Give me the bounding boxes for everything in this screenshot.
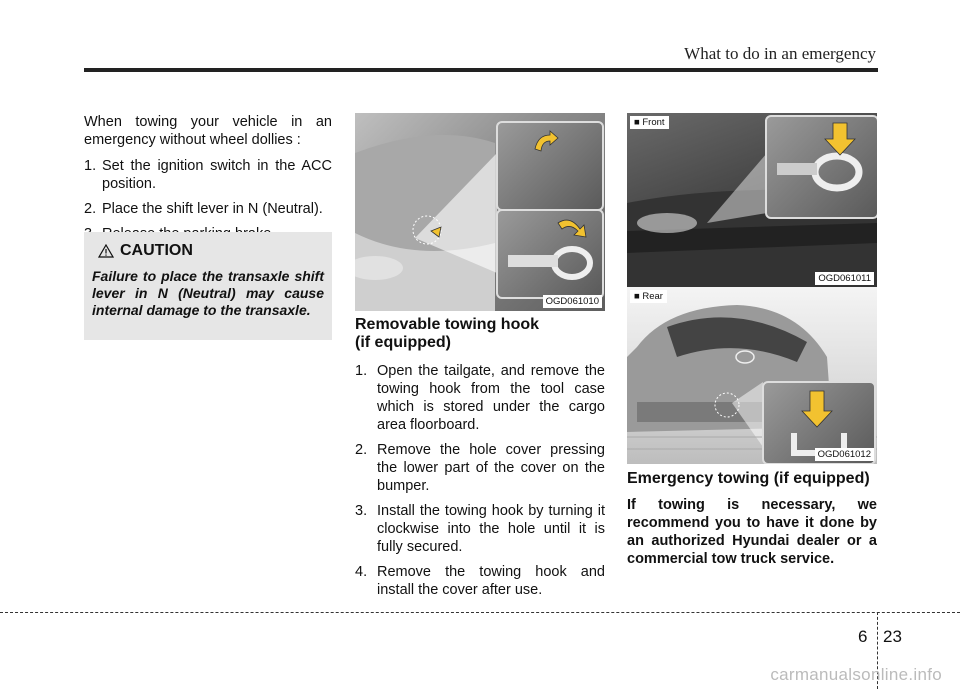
step-number: 1.	[355, 363, 368, 379]
image-code: OGD061012	[815, 448, 874, 461]
hook-step	[355, 563, 605, 599]
step-text: Place the shift lever in N (Neutral).	[102, 201, 323, 217]
step-number: 2.	[84, 201, 97, 217]
rear-tag: ■ Rear	[630, 290, 667, 303]
front-hook-icon	[767, 117, 877, 217]
turn-arrow-icon	[530, 129, 560, 159]
hook-section-title	[355, 316, 605, 352]
section-title: What to do in an emergency	[684, 44, 876, 63]
hook-title-line: Removable towing hook	[355, 316, 540, 333]
towing-hook-section	[355, 316, 605, 606]
warning-triangle-icon	[98, 244, 114, 258]
hook-step	[355, 362, 605, 434]
front-hook-inset	[765, 115, 877, 219]
watermark: carmanualsonline.info	[770, 665, 942, 684]
towing-step	[84, 200, 332, 218]
step-text: Install the towing hook by turning it clockwise into the hole until it is fully secured.	[377, 503, 605, 555]
towing-hook-illustration	[355, 113, 605, 311]
hook-title-line: (if equipped)	[355, 334, 451, 351]
step-number: 2.	[355, 442, 368, 458]
towing-step	[84, 157, 332, 193]
image-code: OGD061011	[815, 272, 874, 285]
towing-intro: When towing your vehicle in an emergency without wheel dollies :	[84, 114, 332, 148]
image-code: OGD061010	[543, 295, 602, 308]
caution-box	[84, 232, 332, 340]
step-number: 3.	[355, 503, 368, 519]
step-text: Remove the hole cover pressing the lower part of the cover on the bumper.	[377, 442, 605, 494]
tow-hook-icon	[498, 211, 602, 297]
hook-step	[355, 502, 605, 556]
step-number: 4.	[355, 564, 368, 580]
step-text: Open the tailgate, and remove the towing hook from the tool case which is stored under the cargo area floorboard.	[377, 363, 605, 433]
step-text: Remove the towing hook and install the cover after use.	[377, 564, 605, 598]
emergency-towing-section	[627, 470, 877, 568]
caution-text: Failure to place the transaxle shift lever in N (Neutral) may cause internal damage to the transaxle.	[92, 268, 324, 318]
footer-rule	[0, 612, 960, 613]
front-tag: ■ Front	[630, 116, 669, 129]
hook-inset-bottom	[496, 209, 604, 299]
caution-title: CAUTION	[120, 242, 193, 259]
front-towing-illustration	[627, 113, 877, 288]
page-number: 23	[883, 627, 902, 646]
towing-instructions	[84, 113, 332, 250]
header-rule	[84, 68, 878, 72]
step-number: 1.	[84, 158, 97, 174]
emergency-text: If towing is necessary, we recommend you to have it done by an authorized Hyundai dealer or a commercial tow truck service.	[627, 497, 877, 567]
caution-header	[98, 242, 193, 260]
hook-step	[355, 441, 605, 495]
emergency-title: Emergency towing (if equipped)	[627, 470, 870, 487]
chapter-number: 6	[858, 627, 868, 646]
hook-inset-top	[496, 121, 604, 211]
step-text: Set the ignition switch in the ACC position.	[102, 158, 332, 192]
rear-towing-illustration	[627, 287, 877, 464]
